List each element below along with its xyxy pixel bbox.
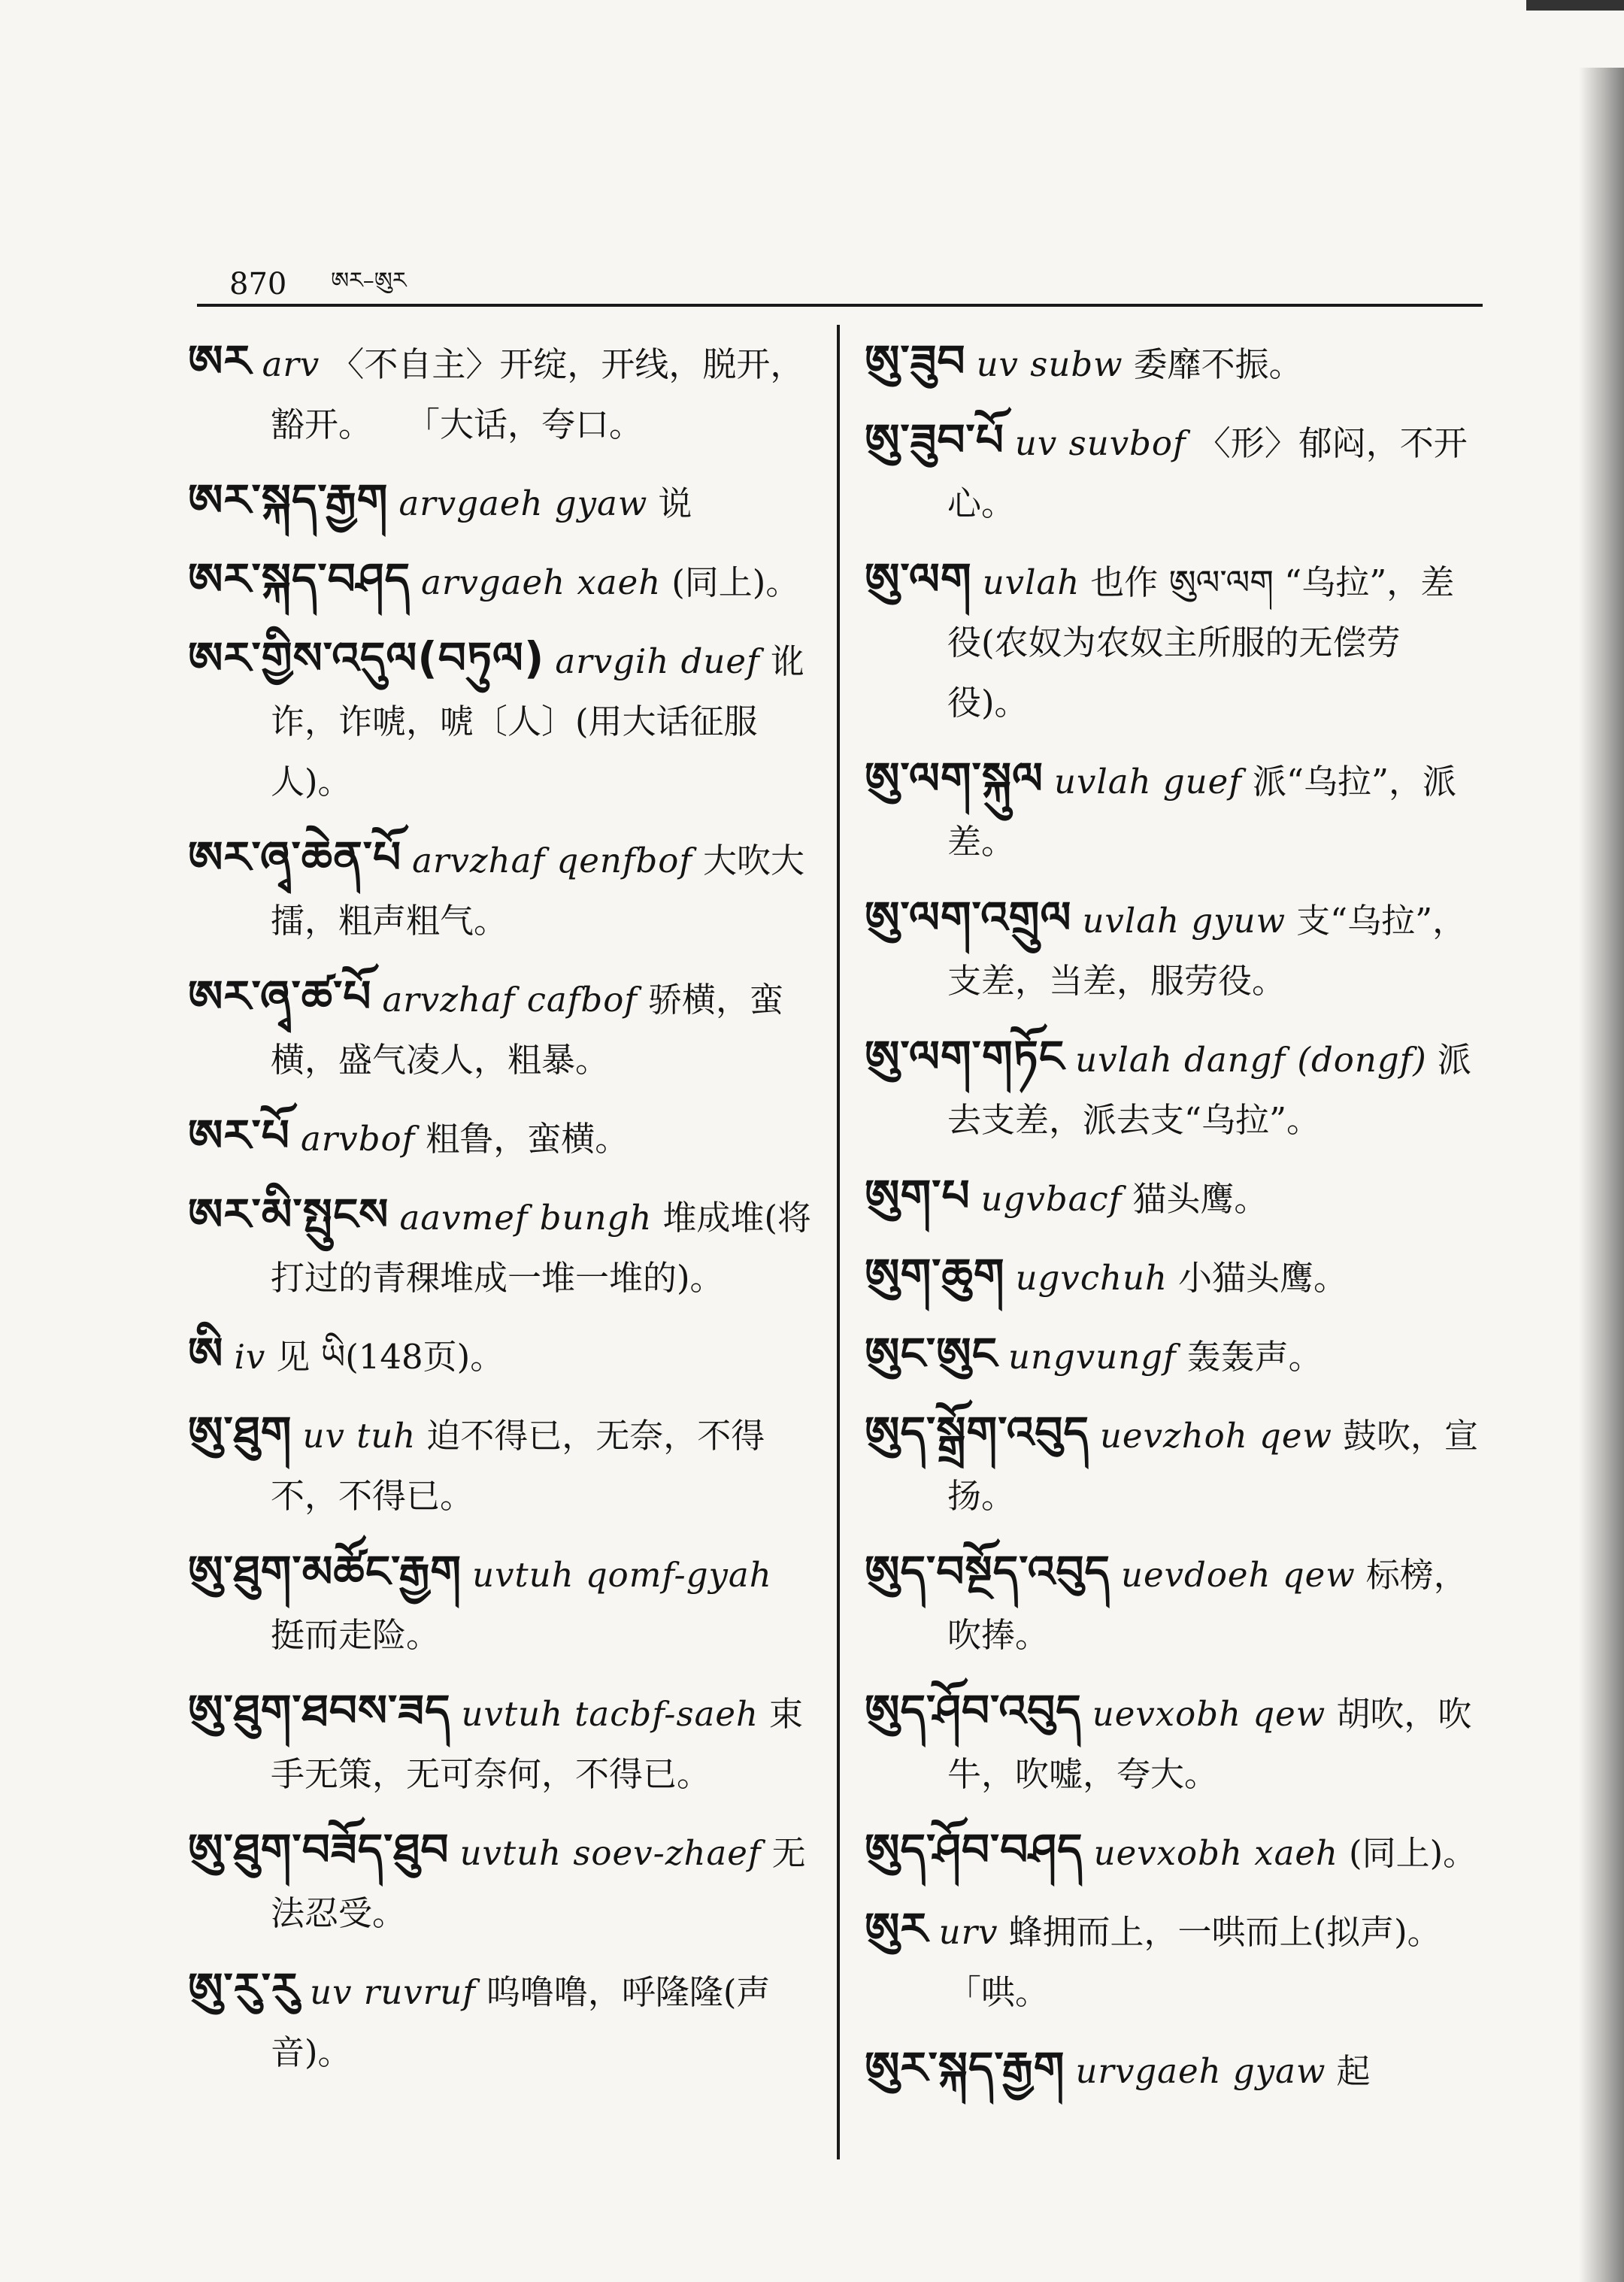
dictionary-entry	[865, 1323, 1481, 1387]
dictionary-entry	[865, 1402, 1481, 1526]
dictionary-entry	[865, 887, 1481, 1011]
entry-headword-tibetan: ཨུད་བསྔོད་འབུད	[865, 1546, 1110, 1597]
entry-definition: 派去支差，派去支“乌拉”。	[947, 1040, 1471, 1140]
dictionary-entry	[188, 549, 812, 613]
entry-headword-tibetan: ཨུར་སྐད་རྒྱག	[865, 2042, 1065, 2093]
dictionary-entry	[865, 1026, 1481, 1150]
entry-definition: 小猫头鹰。	[1177, 1258, 1347, 1298]
entry-headword-tibetan: ཨར་ཞྭ་ཚ་པོ	[188, 971, 372, 1022]
entry-romanization: ugvbacf	[980, 1179, 1123, 1219]
dictionary-entry	[865, 1899, 1526, 2023]
dictionary-entry	[188, 1820, 812, 1944]
entry-romanization: arvgaeh xaeh	[421, 562, 662, 602]
dictionary-entry	[865, 1165, 1481, 1229]
entry-romanization: urvgaeh gyaw	[1075, 2051, 1326, 2091]
dictionary-entry	[865, 410, 1481, 534]
dictionary-entry	[865, 1244, 1481, 1308]
entry-definition: 骄横，蛮横，盛气凌人，粗暴。	[271, 980, 783, 1080]
entry-romanization: uv suvbof	[1014, 423, 1186, 463]
scan-page-edge	[1579, 68, 1624, 2282]
dictionary-entry	[188, 628, 812, 812]
entry-headword-tibetan: ཨུ་ཟུབ	[865, 335, 966, 386]
entry-romanization: uevzhoh qew	[1099, 1416, 1333, 1456]
header-rule	[197, 304, 1483, 307]
entry-romanization: uvlah gyuw	[1082, 901, 1286, 941]
entry-headword-tibetan: ཨུ་ཐུག་ཐབས་ཟད	[188, 1685, 451, 1736]
entry-headword-tibetan: ཨར	[188, 335, 252, 386]
entry-headword-tibetan: ཨུར	[865, 1903, 929, 1954]
entry-romanization: arvbof	[300, 1119, 416, 1159]
page-number: 870	[229, 267, 287, 302]
dictionary-entry	[865, 1820, 1481, 1883]
entry-headword-tibetan: ཨུང་ཨུང	[865, 1328, 998, 1379]
entry-headword-tibetan: ཨུ་ལག་སྐུལ	[865, 753, 1044, 804]
entry-definition: 轰轰声。	[1186, 1337, 1323, 1377]
column-divider	[837, 325, 840, 2159]
dictionary-entry	[865, 2038, 1481, 2102]
dictionary-entry	[865, 549, 1481, 733]
dictionary-entry	[188, 1184, 812, 1308]
entry-definition: 呜噜噜，呼隆隆(声音)。	[271, 1972, 771, 2072]
entry-headword-tibetan: ཨུ་ལག	[865, 553, 972, 605]
entry-definition: 胡吹，吹牛，吹嘘，夸大。	[947, 1694, 1472, 1794]
entry-headword-tibetan: ཨར་པོ	[188, 1110, 290, 1161]
entry-definition: 无法忍受。	[271, 1833, 806, 1933]
entry-romanization: uv tuh	[302, 1416, 417, 1456]
dictionary-entry	[188, 1402, 812, 1526]
entry-headword-tibetan: ཨུད་ཤོབ་བཤད	[865, 1824, 1083, 1875]
right-column	[865, 331, 1526, 2117]
entry-definition: 派“乌拉”，派差。	[947, 762, 1456, 862]
dictionary-entry	[188, 1323, 812, 1387]
entry-definition: 委靡不振。	[1133, 344, 1303, 384]
entry-romanization: uvlah	[982, 562, 1080, 602]
entry-definition: 鼓吹，宣扬。	[947, 1416, 1479, 1516]
entry-headword-tibetan: ཨུག་པ	[865, 1170, 971, 1221]
entry-definition: 〈不自主〉开绽，开线，脱开，豁开。 「大话，夸口。	[271, 344, 804, 444]
entry-definition: 标榜，吹捧。	[947, 1555, 1468, 1655]
entry-romanization: urv	[938, 1912, 998, 1952]
headword-range: ཨར–ཨུར	[331, 268, 407, 294]
entry-romanization: uvtuh tacbf-saeh	[461, 1694, 759, 1734]
entry-romanization: uvtuh qomf-gyah	[472, 1555, 772, 1595]
dictionary-entry	[188, 827, 812, 951]
entry-romanization: arvzhaf cafbof	[382, 980, 638, 1020]
entry-definition: (同上)。	[671, 562, 800, 602]
entry-headword-tibetan: ཨུ་ཐུག་བཟོད་ཐུབ	[188, 1824, 450, 1875]
entry-definition: 起	[1336, 2051, 1371, 2091]
entry-romanization: arvgaeh gyaw	[398, 483, 648, 523]
entry-headword-tibetan: ཨར་སྐད་རྒྱག	[188, 474, 389, 526]
entry-headword-tibetan: ཨུ་ཟུབ་པོ	[865, 414, 1004, 465]
page-header	[229, 256, 407, 319]
dictionary-entry	[865, 1541, 1481, 1665]
entry-definition: 大吹大擂，粗声粗气。	[271, 841, 805, 941]
entry-romanization: uevdoeh qew	[1120, 1555, 1356, 1595]
dictionary-entry	[865, 1680, 1481, 1805]
entry-definition: 猫头鹰。	[1132, 1179, 1268, 1219]
entry-headword-tibetan: ཨུ་ཐུག	[188, 1407, 292, 1458]
entry-definition: 也作 ཨུལ་ལག “乌拉”，差役(农奴为农奴主所服的无偿劳役)。	[947, 562, 1455, 723]
entry-definition: 蜂拥而上，一哄而上(拟声)。 「哄。	[947, 1912, 1526, 2012]
entry-romanization: iv	[234, 1337, 266, 1377]
dictionary-entry	[188, 966, 812, 1090]
entry-romanization: uv subw	[976, 344, 1123, 384]
dictionary-entry	[188, 331, 812, 455]
dictionary-entry	[188, 470, 812, 534]
entry-headword-tibetan: ཨུ་ལག་གཏོང	[865, 1031, 1065, 1082]
entry-headword-tibetan: ཨར་སྐད་བཤད	[188, 553, 411, 605]
entry-definition: 堆成堆(将打过的青稞堆成一堆一堆的)。	[271, 1198, 811, 1298]
entry-romanization: aavmef bungh	[399, 1198, 653, 1238]
entry-romanization: arvgih duef	[555, 641, 760, 681]
entry-headword-tibetan: ཨི	[188, 1328, 224, 1379]
entry-headword-tibetan: ཨུག་ཆུག	[865, 1249, 1005, 1300]
entry-definition: 支“乌拉”，支差，当差，服劳役。	[947, 901, 1467, 1001]
entry-headword-tibetan: ཨུ་ཐུག་མཚོང་རྒྱག	[188, 1546, 462, 1597]
entry-definition: 〈形〉郁闷，不开心。	[947, 423, 1468, 523]
dictionary-entry	[188, 1680, 812, 1805]
entry-romanization: uevxobh qew	[1092, 1694, 1326, 1734]
entry-romanization: uvtuh soev-zhaef	[459, 1833, 762, 1873]
entry-definition: 迫不得已，无奈，不得不，不得已。	[271, 1416, 765, 1516]
entry-definition: 说	[658, 483, 692, 523]
entry-headword-tibetan: ཨུ་ལག་འགྲུལ	[865, 892, 1072, 943]
entry-headword-tibetan: ཨུ་རུ་རུ	[188, 1963, 300, 2014]
entry-romanization: ugvchuh	[1015, 1258, 1168, 1298]
entry-headword-tibetan: ཨར་ཞྭ་ཆེན་པོ	[188, 832, 402, 883]
entry-headword-tibetan: ཨར་གྱིས་འདུལ(བཏུལ)	[188, 632, 545, 683]
entry-definition: 见 ཡི(148页)。	[276, 1337, 504, 1377]
entry-romanization: arv	[262, 344, 320, 384]
entry-romanization: uvlah guef	[1053, 762, 1242, 802]
entry-definition: (同上)。	[1349, 1833, 1477, 1873]
entry-headword-tibetan: ཨུད་སྒྲོག་འབུད	[865, 1407, 1089, 1458]
dictionary-entry	[188, 1959, 812, 2083]
entry-definition: 讹诈，诈唬，唬〔人〕(用大话征服人)。	[271, 641, 804, 802]
scan-edge-mark	[1526, 0, 1624, 11]
entry-headword-tibetan: ཨུད་ཤོབ་འབུད	[865, 1685, 1082, 1736]
entry-definition: 束手无策，无可奈何，不得已。	[271, 1694, 804, 1794]
dictionary-entry	[188, 1105, 812, 1169]
entry-romanization: uevxobh xaeh	[1093, 1833, 1339, 1873]
dictionary-entry	[188, 1541, 812, 1665]
entry-romanization: arvzhaf qenfbof	[412, 841, 693, 880]
entry-definition: 粗鲁，蛮横。	[426, 1119, 629, 1159]
dictionary-entry	[865, 748, 1481, 872]
dictionary-entry	[865, 331, 1481, 395]
entry-definition: 挺而走险。	[271, 1615, 441, 1655]
entry-headword-tibetan: ཨར་མི་སྤུངས	[188, 1189, 389, 1240]
entry-romanization: uvlah dangf (dongf)	[1075, 1040, 1427, 1080]
left-column	[188, 331, 812, 2098]
entry-romanization: uv ruvruf	[310, 1972, 476, 2012]
entry-romanization: ungvungf	[1008, 1337, 1177, 1377]
